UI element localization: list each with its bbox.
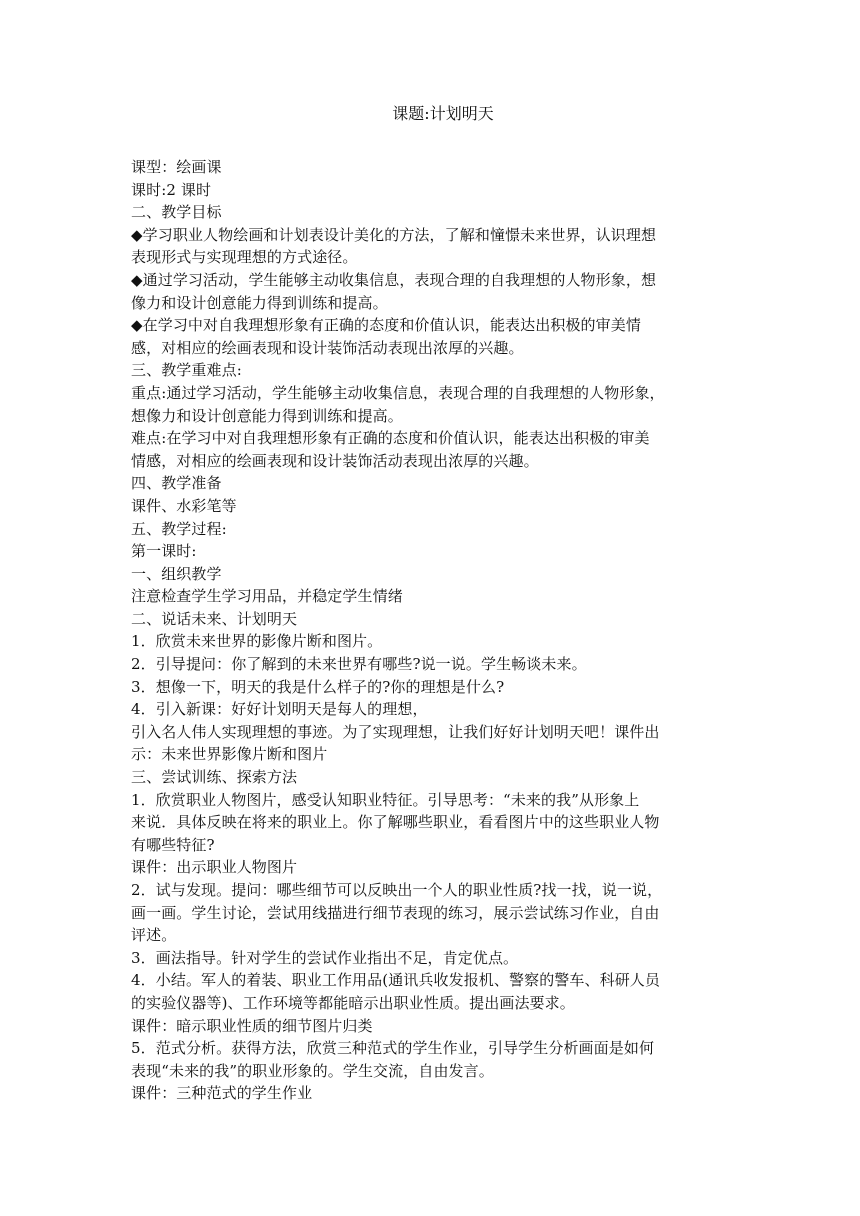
text-line: 课型：绘画课 (131, 158, 222, 176)
text-line: ◆学习职业人物绘画和计划表设计美化的方法，了解和憧憬未来世界，认识理想 (131, 225, 657, 244)
text-line: 三、尝试训练、探索方法 (131, 768, 298, 787)
text-line: 二、教学目标 (131, 203, 222, 222)
text-line: 三、教学重难点: (131, 361, 242, 380)
text-line: ◆通过学习活动，学生能够主动收集信息，表现合理的自我理想的人物形象，想 (131, 270, 657, 289)
text-line: 二、说话未来、计划明天 (131, 609, 298, 628)
text-line: 示：未来世界影像片断和图片 (131, 745, 328, 764)
text-line: 难点:在学习中对自我理想形象有正确的态度和价值认识，能表达出积极的审美 (131, 429, 650, 448)
text-line: 课件：出示职业人物图片 (131, 858, 298, 877)
text-line: 四、教学准备 (131, 474, 222, 493)
text-line: 4．引入新课：好好计划明天是每人的理想， (131, 700, 428, 719)
text-line: 第一课时: (131, 542, 197, 561)
text-line: 想像力和设计创意能力得到训练和提高。 (131, 406, 403, 425)
text-line: 2．引导提问：你了解到的未来世界有哪些?说一说。学生畅谈未来。 (131, 655, 587, 674)
document-body (131, 156, 731, 1105)
text-line: 3．想像一下，明天的我是什么样子的?你的理想是什么? (131, 677, 505, 696)
text-line: 画一画。学生讨论，尝试用线描进行细节表现的练习，展示尝试练习作业，自由 (131, 903, 660, 922)
text-line: ◆在学习中对自我理想形象有正确的态度和价值认识，能表达出积极的审美情 (131, 316, 641, 335)
text-line: 5．范式分析。获得方法，欣赏三种范式的学生作业，引导学生分析画面是如何 (131, 1039, 655, 1058)
document-title: 课题:计划明天 (392, 104, 494, 123)
text-line: 像力和设计创意能力得到训练和提高。 (131, 293, 388, 312)
text-line: 3．画法指导。针对学生的尝试作业指出不足，肯定优点。 (131, 948, 519, 967)
text-line: 的实验仪器等)、工作环境等都能暗示出职业性质。提出画法要求。 (131, 993, 575, 1012)
text-line: 引入名人伟人实现理想的事迹。为了实现理想，让我们好好计划明天吧！课件出 (131, 722, 660, 741)
text-line: 重点:通过学习活动，学生能够主动收集信息，表现合理的自我理想的人物形象， (131, 383, 665, 402)
text-line: 2．试与发现。提问：哪些细节可以反映出一个人的职业性质?找一找，说一说， (131, 881, 663, 899)
text-line: 课件、水彩笔等 (131, 496, 237, 515)
text-line: 课时:2 课时 (131, 180, 212, 199)
text-line: 评述。 (131, 926, 177, 945)
text-line: 课件：三种范式的学生作业 (131, 1084, 313, 1103)
text-line: 有哪些特征? (131, 835, 215, 854)
text-line: 课件：暗示职业性质的细节图片归类 (131, 1016, 373, 1035)
text-line: 注意检查学生学习用品，并稳定学生情绪 (131, 587, 403, 606)
text-line: 一、组织教学 (131, 564, 222, 583)
text-line: 表现形式与实现理想的方式途径。 (131, 248, 358, 267)
text-line: 1．欣赏未来世界的影像片断和图片。 (131, 632, 383, 651)
text-line: 4．小结。军人的着装、职业工作用品(通讯兵收发报机、警察的警车、科研人员 (131, 971, 660, 990)
text-line: 来说．具体反映在将来的职业上。你了解哪些职业，看看图片中的这些职业人物 (131, 813, 660, 832)
document-page (131, 104, 731, 1105)
text-line: 五、教学过程: (131, 519, 227, 538)
text-line: 情感，对相应的绘画表现和设计装饰活动表现出浓厚的兴趣。 (131, 451, 539, 470)
text-line: 表现“未来的我”的职业形象的。学生交流，自由发言。 (131, 1061, 494, 1080)
text-line: 感，对相应的绘画表现和设计装饰活动表现出浓厚的兴趣。 (131, 338, 524, 357)
text-line: 1．欣赏职业人物图片，感受认知职业特征。引导思考：“未来的我”从形象上 (131, 790, 640, 809)
